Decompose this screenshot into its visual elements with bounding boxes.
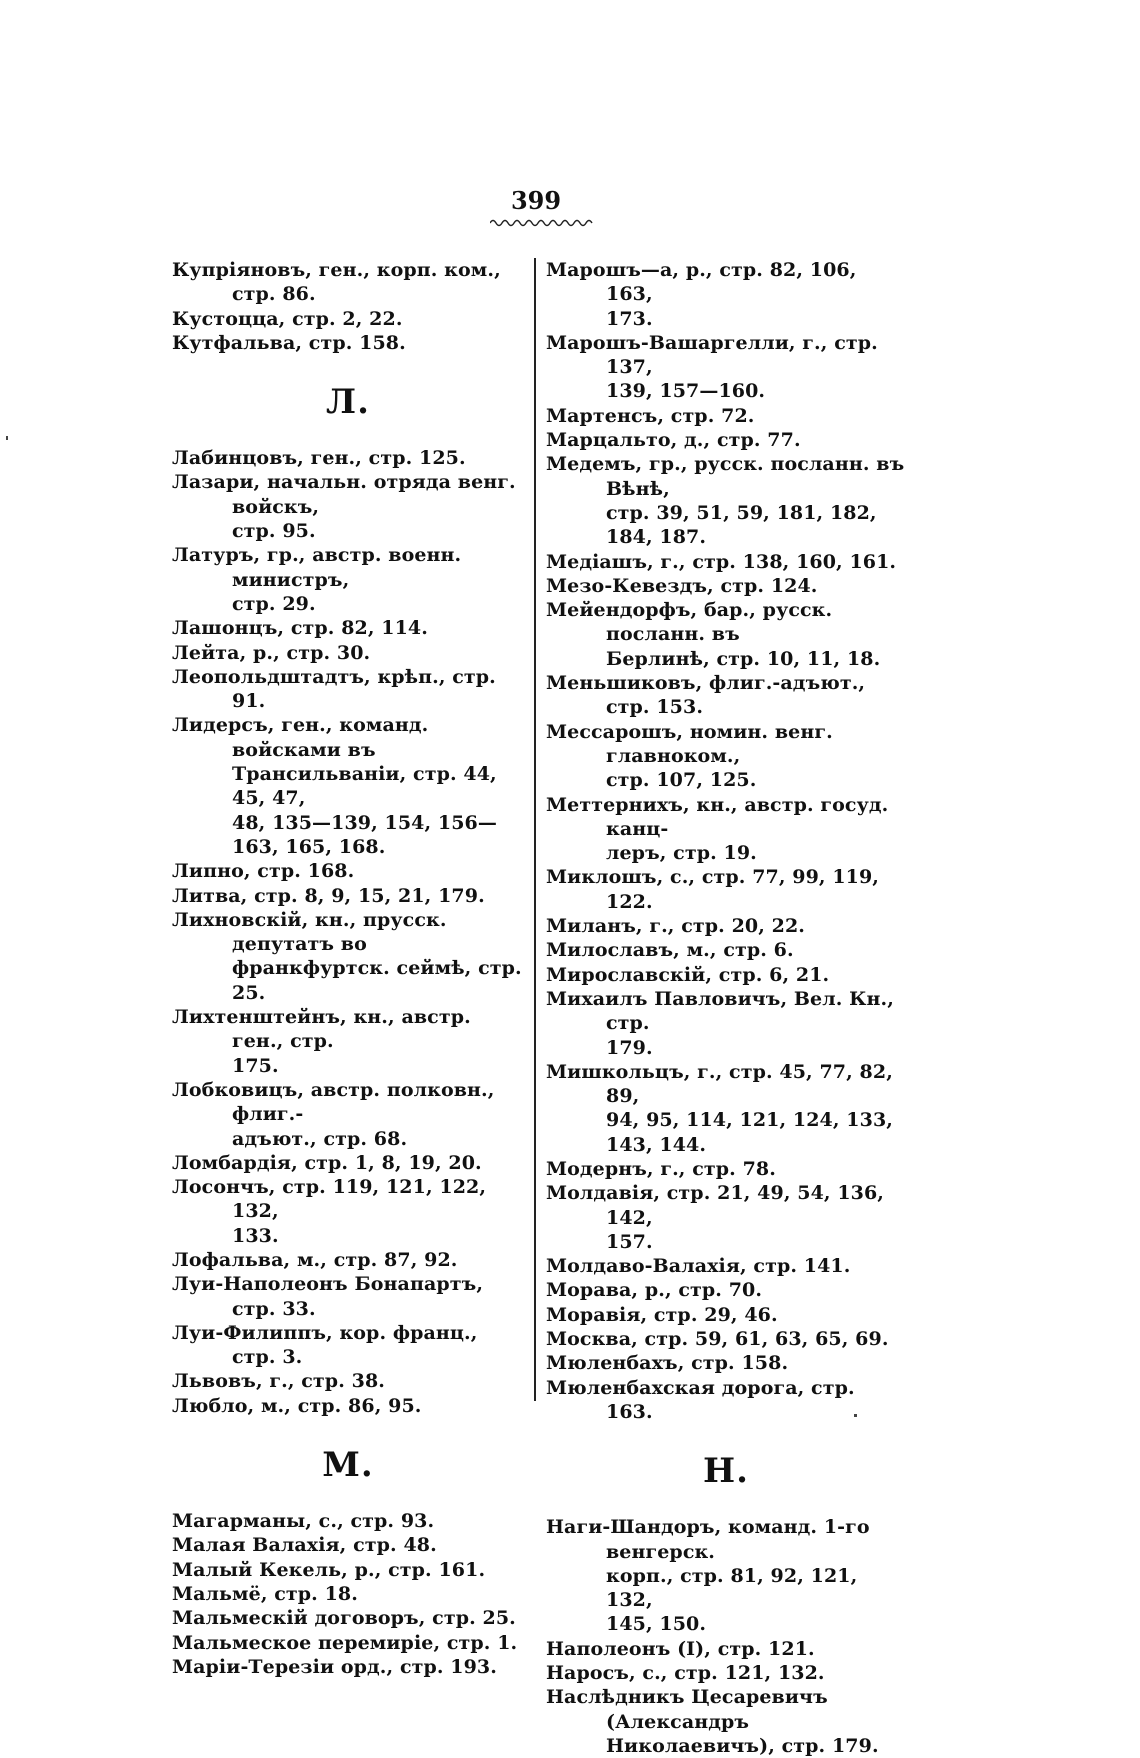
index-entry-line: Моравія, стр. 29, 46. [546,1303,778,1326]
section-spacer [546,1424,906,1451]
index-entry-line: Луи-Наполеонъ Бонапартъ, стр. 33. [172,1273,484,1320]
index-entry-line: Меньшиковъ, флиг.-адъют., стр. 153. [546,672,866,719]
index-entry-line: Николаевичъ), стр. 179. [606,1734,879,1757]
index-entry [172,859,524,883]
index-entry [172,713,524,859]
index-entry [546,331,906,404]
index-entry-line: Липно, стр. 168. [172,860,355,883]
index-entry-line: Луи-Филиппъ, кор. франц., стр. 3. [172,1321,478,1369]
index-entry [546,1351,906,1375]
index-entry-line: Мессарошъ, номин. венг. главноком., [546,720,833,767]
index-entry [172,470,524,543]
page-number: 399 [510,186,562,215]
index-entry-line: 163, 165, 168. [232,835,386,858]
index-entry-line: адъют., стр. 68. [232,1127,408,1150]
index-entry-line: Морава, р., стр. 70. [546,1279,763,1302]
index-entry [546,720,906,793]
index-entry-line: Милославъ, м., стр. 6. [546,939,794,962]
index-entry [172,1631,524,1655]
section-spacer [172,1485,524,1509]
index-entry [172,1248,524,1272]
index-entry [546,1515,906,1636]
section-letter-heading: Н. [703,1451,749,1492]
index-entry-line: Берлинѣ, стр. 10, 11, 18. [606,647,881,670]
index-entry-line: 48, 135—139, 154, 156— [232,811,497,834]
index-entry-line: 94, 95, 114, 121, 124, 133, [606,1109,893,1132]
index-entry [546,987,906,1060]
index-entry [172,616,524,640]
index-entry-line: Латуръ, гр., австр. военн. министръ, [172,544,462,591]
index-entry [546,1278,906,1302]
index-entry [172,1558,524,1582]
section-spacer [172,422,524,446]
index-entry-line: Ломбардія, стр. 1, 8, 19, 20. [172,1151,482,1174]
index-entry [546,865,906,914]
index-entry-line: Лабинцовъ, ген., стр. 125. [172,447,466,470]
index-entry [172,884,524,908]
index-entry [172,1005,524,1078]
index-entry [546,671,906,720]
index-entry-line: стр. 39, 51, 59, 181, 182, [606,501,877,524]
index-entry-line: Мезо-Кевездъ, стр. 124. [546,574,818,597]
index-entry-line: Малая Валахія, стр. 48. [172,1534,437,1557]
index-entry-line: корп., стр. 81, 92, 121, 132, [606,1564,858,1612]
index-entry-line: 133. [232,1224,279,1247]
index-entry [546,1157,906,1181]
index-entry-line: Мишкольцъ, г., стр. 45, 77, 82, 89, [546,1060,893,1108]
index-entry-line: франкфуртск. сеймѣ, стр. 25. [232,957,522,1004]
index-entry-line: Мюленбахская дорога, стр. 163. [546,1376,855,1423]
index-entry [546,1303,906,1327]
index-entry [172,641,524,665]
index-entry-line: Миланъ, г., стр. 20, 22. [546,915,806,938]
index-entry [172,1078,524,1151]
wavy-ornament-icon [490,218,594,228]
index-entry-line: стр. 95. [232,520,316,543]
index-entry [546,1637,906,1661]
index-entry-line: Молдаво-Валахія, стр. 141. [546,1255,851,1278]
index-entry [172,1582,524,1606]
index-entry [172,1321,524,1370]
stray-mark [6,436,8,440]
index-entry-line: Кутфальва, стр. 158. [172,331,406,354]
index-entry-line: 145, 150. [606,1613,707,1636]
index-entry [172,543,524,616]
index-entry-line: 179. [606,1036,653,1059]
index-entry [546,963,906,987]
index-entry-line: Трансильваніи, стр. 44, 45, 47, [232,763,497,810]
index-entry [546,258,906,331]
index-entry [172,307,524,331]
index-entry [546,1181,906,1254]
section-letter-heading: Л. [326,382,370,423]
index-entry [546,1685,906,1758]
index-entry-line: Наслѣдникъ Цесаревичъ (Александръ [546,1686,828,1733]
index-entry-line: Кустоцца, стр. 2, 22. [172,307,403,330]
index-entry [172,1272,524,1321]
index-entry-line: Лейта, р., стр. 30. [172,641,371,664]
index-entry-line: Меттернихъ, кн., австр. госуд. канц- [546,793,889,840]
index-entry-line: 173. [606,307,653,330]
index-entry [172,258,524,307]
index-entry [172,665,524,714]
index-entry-line: Мартенсъ, стр. 72. [546,404,755,427]
index-entry-line: 184, 187. [606,526,707,549]
index-entry-line: Мальмё, стр. 18. [172,1582,358,1605]
index-entry-line: Купріяновъ, ген., корп. ком., стр. 86. [172,259,501,306]
index-entry [172,1509,524,1533]
index-entry [546,404,906,428]
stray-mark [854,1414,857,1417]
index-entry [546,574,906,598]
index-entry-line: Малый Кекель, р., стр. 161. [172,1558,486,1581]
index-entry [172,1655,524,1679]
index-entry-line: стр. 107, 125. [606,769,757,792]
index-entry [546,1060,906,1157]
index-entry [546,1661,906,1685]
section-spacer [172,355,524,382]
index-entry [172,1175,524,1248]
index-entry-line: Магарманы, с., стр. 93. [172,1510,435,1533]
index-entry-line: леръ, стр. 19. [606,842,757,865]
index-entry-line: 175. [232,1054,279,1077]
index-entry [546,1376,906,1425]
index-entry [546,938,906,962]
index-entry-line: Маріи-Терезіи орд., стр. 193. [172,1655,497,1678]
index-entry-line: Лихтенштейнъ, кн., австр. ген., стр. [172,1006,471,1053]
index-entry [172,1606,524,1630]
index-entry-line: Лихновскій, кн., прусск. депутатъ во [172,908,447,956]
index-entry [546,1327,906,1351]
index-entry [172,1394,524,1418]
index-entry [546,914,906,938]
index-entry-line: Михаилъ Павловичъ, Вел. Кн., стр. [546,987,894,1035]
index-entry-line: Лашонцъ, стр. 82, 114. [172,617,428,640]
index-entry-line: Львовъ, г., стр. 38. [172,1370,385,1393]
index-entry-line: Марцальто, д., стр. 77. [546,429,801,452]
index-entry-line: Наполеонъ (I), стр. 121. [546,1637,815,1660]
index-entry-line: Мирославскій, стр. 6, 21. [546,963,830,986]
index-entry-line: Марошъ-Вашаргелли, г., стр. 137, [546,331,878,379]
section-spacer [172,1418,524,1445]
index-entry-line: Медіашъ, г., стр. 138, 160, 161. [546,550,897,573]
index-column-left [172,258,524,1679]
index-entry [172,446,524,470]
index-entry [546,598,906,671]
index-entry-line: Литва, стр. 8, 9, 15, 21, 179. [172,884,485,907]
index-entry-line: Любло, м., стр. 86, 95. [172,1394,422,1417]
index-entry [172,331,524,355]
index-entry-line: Молдавія, стр. 21, 49, 54, 136, 142, [546,1182,885,1229]
index-entry [546,550,906,574]
index-entry [546,428,906,452]
index-entry [546,793,906,866]
index-entry-line: Лидерсъ, ген., команд. войсками въ [172,714,429,761]
index-entry [172,1369,524,1393]
index-entry-line: Мальмеское перемиріе, стр. 1. [172,1631,518,1654]
index-entry-line: Москва, стр. 59, 61, 63, 65, 69. [546,1328,889,1351]
section-spacer [546,1491,906,1515]
index-entry-line: Мальмескій договоръ, стр. 25. [172,1607,516,1630]
index-entry [546,452,906,549]
index-entry-line: Лобковицъ, австр. полковн., флиг.- [172,1078,495,1126]
index-entry-line: Лазари, начальн. отряда венг. войскъ, [172,471,516,518]
index-column-right [546,258,906,1758]
index-entry-line: 143, 144. [606,1133,707,1156]
index-entry-line: Миклошъ, с., стр. 77, 99, 119, 122. [546,866,880,913]
index-entry [546,1254,906,1278]
index-entry-line: Медемъ, гр., русск. посланн. въ Вѣнѣ, [546,453,905,500]
index-entry-line: Наги-Шандоръ, команд. 1-го венгерск. [546,1516,870,1563]
index-entry [172,1151,524,1175]
index-entry-line: стр. 29. [232,592,316,615]
index-entry-line: Лосончъ, стр. 119, 121, 122, 132, [172,1176,487,1223]
index-entry-line: Мейендорфъ, бар., русск. посланн. въ [546,599,833,646]
index-entry-line: 139, 157—160. [606,380,766,403]
index-entry [172,908,524,1005]
index-entry-line: Леопольдштадтъ, крѣп., стр. 91. [172,665,496,713]
index-entry-line: Мюленбахъ, стр. 158. [546,1352,789,1375]
index-entry [172,1533,524,1557]
column-divider [534,258,536,1401]
index-entry-line: Наросъ, с., стр. 121, 132. [546,1662,825,1685]
index-entry-line: Марошъ—а, р., стр. 82, 106, 163, [546,259,857,306]
section-letter-heading: М. [322,1445,374,1486]
index-entry-line: Лофальва, м., стр. 87, 92. [172,1248,458,1271]
index-entry-line: Модернъ, г., стр. 78. [546,1157,776,1180]
index-entry-line: 157. [606,1230,653,1253]
